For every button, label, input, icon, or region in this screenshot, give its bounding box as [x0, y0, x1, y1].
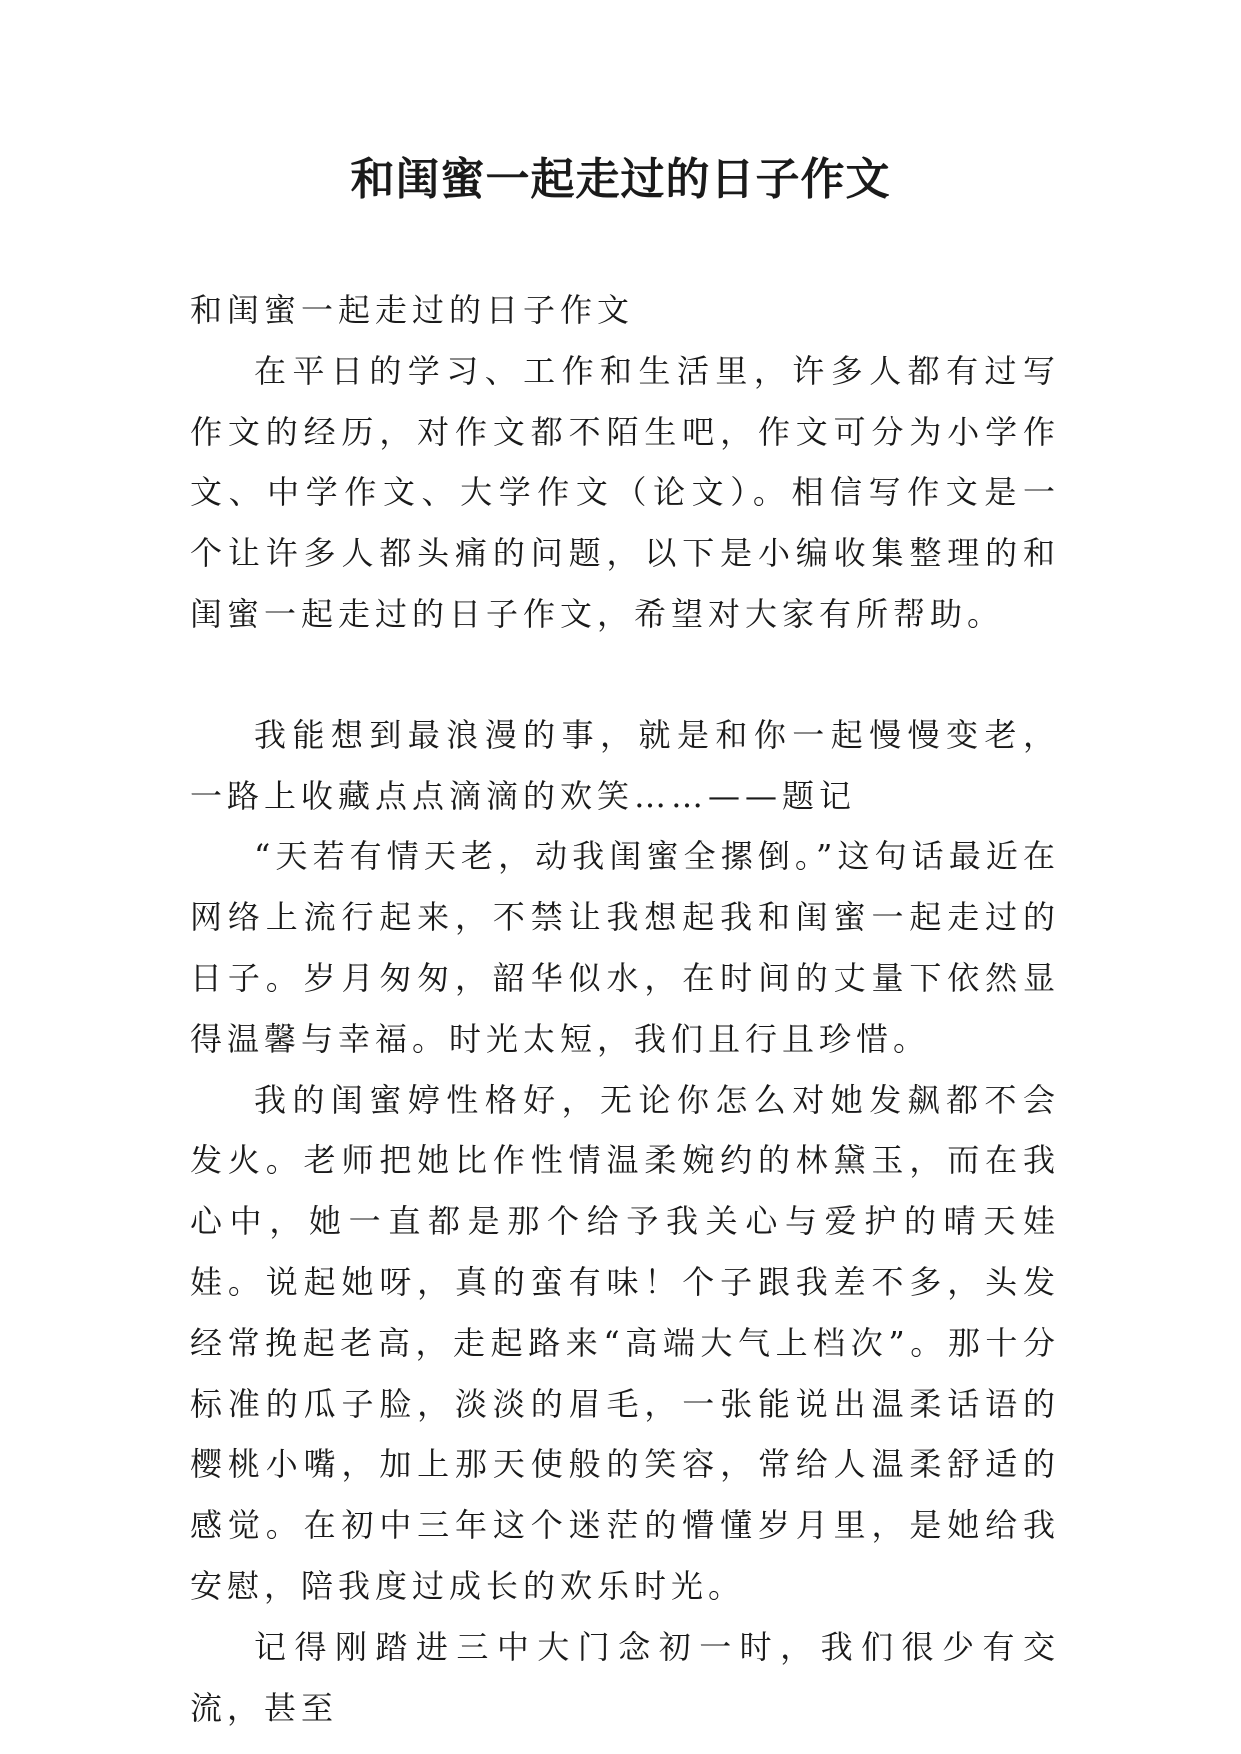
document-subtitle: 和闺蜜一起走过的日子作文 [190, 291, 635, 329]
paragraph-epigraph: 我能想到最浪漫的事，就是和你一起慢慢变老，一路上收藏点点滴滴的欢笑……——题记 [190, 715, 1060, 815]
paragraph-gap [190, 645, 1060, 705]
document-body [190, 280, 1060, 1738]
document-title: 和闺蜜一起走过的日子作文 [350, 154, 891, 205]
paragraph-quote: “天若有情天老，动我闺蜜全摞倒。”这句话最近在网络上流行起来，不禁让我想起我和闺蜜一起走过的日子。岁月匆匆，韶华似水，在时间的丈量下依然显得温馨与幸福。时光太短，我们且行且珍惜。 [190, 837, 1060, 1058]
paragraph-memory: 记得刚踏进三中大门念初一时，我们很少有交流，甚至 [190, 1627, 1060, 1727]
paragraph-intro: 在平日的学习、工作和生活里，许多人都有过写作文的经历，对作文都不陌生吧，作文可分为小学作文、中学作文、大学作文（论文）。相信写作文是一个让许多人都头痛的问题，以下是小编收集整理的和闺蜜一起走过的日子作文，希望对大家有所帮助。 [190, 351, 1060, 633]
paragraph-description: 我的闺蜜婷性格好，无论你怎么对她发飙都不会发火。老师把她比作性情温柔婉约的林黛玉，而在我心中，她一直都是那个给予我关心与爱护的晴天娃娃。说起她呀，真的蛮有味！个子跟我差不多，头发经常挽起老高，走起路来“高端大气上档次”。那十分标准的瓜子脸，淡淡的眉毛，一张能说出温柔话语的樱桃小嘴，加上那天使般的笑容，常给人温柔舒适的感觉。在初中三年这个迷茫的懵懂岁月里，是她给我安慰，陪我度过成长的欢乐时光。 [190, 1080, 1060, 1605]
